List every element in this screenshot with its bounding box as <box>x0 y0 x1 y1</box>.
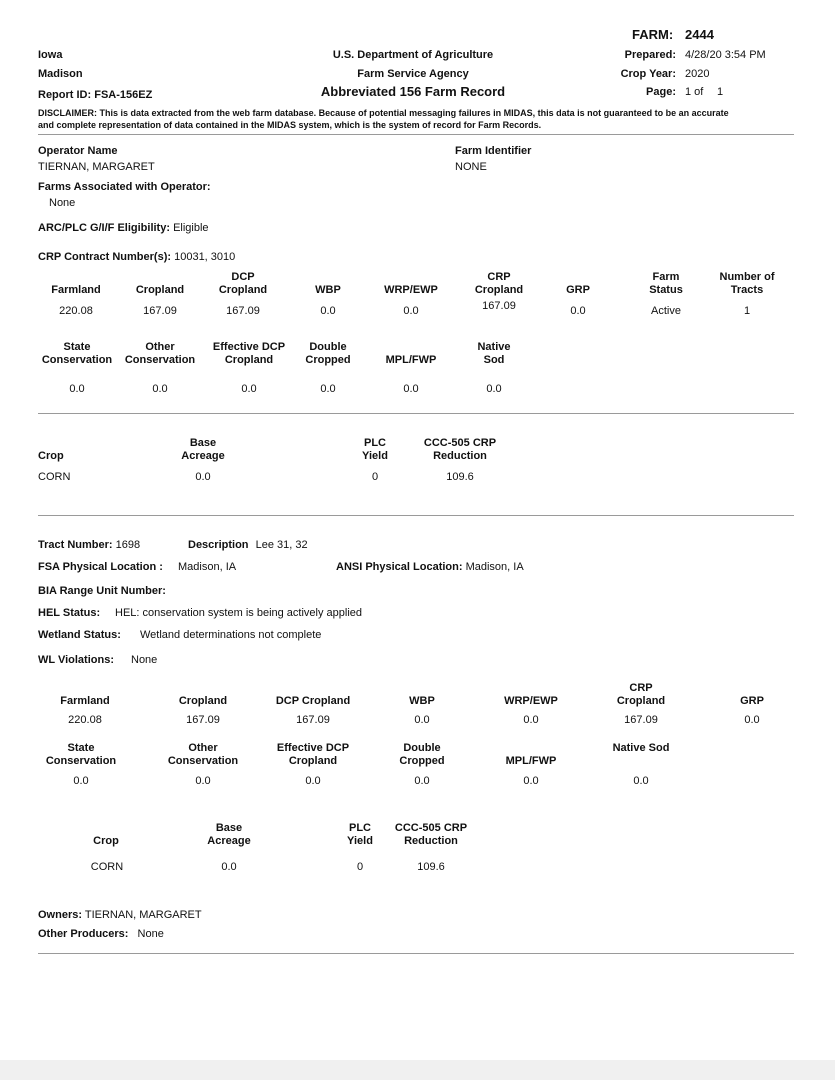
farms-associated: None <box>49 197 76 209</box>
table-cell: 1 <box>743 305 751 317</box>
divider <box>38 953 794 954</box>
table-cell: 0.0 <box>241 383 257 395</box>
table-cell: 109.6 <box>446 471 474 483</box>
column-header: Farm Status <box>649 271 683 296</box>
column-header: PLC Yield <box>362 437 388 462</box>
table-cell: CORN <box>90 861 124 873</box>
divider <box>38 413 794 414</box>
table-cell: 0.0 <box>523 775 539 787</box>
arc-plc-label: ARC/PLC G/I/F Eligibility: <box>38 222 170 234</box>
table-cell: 0.0 <box>195 775 211 787</box>
crp-contract-label: CRP Contract Number(s): <box>38 251 172 263</box>
column-header: Base Acreage <box>207 822 251 847</box>
table-cell: 0.0 <box>486 383 502 395</box>
column-header: CRP Cropland <box>474 271 524 296</box>
tract-number-value: 1698 <box>115 539 141 551</box>
column-header: DCP Cropland <box>275 695 351 707</box>
disclaimer-line-1: This is data extracted from the web farm database. Because of potential messaging failures in MIDAS, this data is not guaranteed to be an accurate <box>99 108 729 118</box>
crop-year-label: Crop Year: <box>620 68 676 80</box>
crp-contract-value: 10031, 3010 <box>174 251 236 263</box>
table-cell: 0.0 <box>403 383 419 395</box>
wl-violations-label: WL Violations: <box>38 654 114 666</box>
operator-name-label: Operator Name <box>38 145 118 157</box>
table-cell: 167.09 <box>296 714 330 726</box>
table-cell: 0.0 <box>305 775 321 787</box>
table-cell: 0.0 <box>69 383 85 395</box>
bia-range-unit-label: BIA Range Unit Number: <box>38 585 166 597</box>
column-header: Cropland <box>178 695 228 707</box>
column-header: Other Conservation <box>167 742 239 767</box>
column-header: State Conservation <box>45 742 117 767</box>
farm-number: 2444 <box>685 27 714 42</box>
table-cell: 0.0 <box>633 775 649 787</box>
farm-label: FARM: <box>632 27 674 42</box>
table-cell: CORN <box>38 471 71 483</box>
column-header: Base Acreage <box>181 437 225 462</box>
column-header: Crop <box>93 835 119 847</box>
column-header: Native Sod <box>477 341 511 366</box>
column-header: Effective DCP Cropland <box>276 742 350 767</box>
farm-identifier: NONE <box>455 161 487 173</box>
farm-identifier-label: Farm Identifier <box>455 145 532 157</box>
table-cell: 167.09 <box>482 300 516 312</box>
column-header: CCC-505 CRP Reduction <box>423 437 497 462</box>
crop-year-value: 2020 <box>685 68 710 80</box>
table-cell: 167.09 <box>143 305 177 317</box>
table-cell: 0.0 <box>195 471 211 483</box>
column-header: CRP Cropland <box>616 682 666 707</box>
tract-number-label: Tract Number: <box>38 539 113 551</box>
column-header: WRP/EWP <box>384 284 438 296</box>
table-cell: 0.0 <box>523 714 539 726</box>
divider <box>38 515 794 516</box>
table-cell: Active <box>651 305 681 317</box>
ansi-location-value: Madison, IA <box>465 561 524 573</box>
report-id-value: FSA-156EZ <box>94 89 153 101</box>
column-header: Other Conservation <box>124 341 196 366</box>
page-total: 1 <box>717 86 724 98</box>
column-header: DCP Cropland <box>218 271 268 296</box>
column-header: Farmland <box>60 695 110 707</box>
agency-line-1: U.S. Department of Agriculture <box>332 49 494 61</box>
column-header: Cropland <box>135 284 185 296</box>
column-header: Number of Tracts <box>719 271 775 296</box>
description-value: Lee 31, 32 <box>255 539 308 551</box>
table-cell: 220.08 <box>68 714 102 726</box>
other-producers-value: None <box>137 928 164 940</box>
column-header: Native Sod <box>612 742 670 754</box>
owners <box>38 909 202 921</box>
farms-associated-label: Farms Associated with Operator: <box>38 181 211 193</box>
owners-value: TIERNAN, MARGARET <box>84 909 202 921</box>
table-cell: 0.0 <box>570 305 586 317</box>
column-header: Double Cropped <box>305 341 351 366</box>
column-header: MPL/FWP <box>505 755 557 767</box>
table-cell: 109.6 <box>417 861 445 873</box>
prepared-value: 4/28/20 3:54 PM <box>685 49 766 61</box>
other-producers <box>38 928 164 940</box>
crp-contract-numbers <box>38 251 235 263</box>
table-cell: 167.09 <box>186 714 220 726</box>
table-cell: 0.0 <box>152 383 168 395</box>
table-cell: 0.0 <box>320 383 336 395</box>
wetland-status-value: Wetland determinations not complete <box>140 629 322 641</box>
report-id <box>38 89 152 101</box>
state-name: Iowa <box>38 49 63 61</box>
owners-label: Owners: <box>38 909 83 921</box>
table-cell: 0.0 <box>320 305 336 317</box>
column-header: CCC-505 CRP Reduction <box>394 822 468 847</box>
operator-name: TIERNAN, MARGARET <box>38 161 155 173</box>
column-header: Crop <box>38 450 64 462</box>
hel-status-label: HEL Status: <box>38 607 101 619</box>
column-header: Effective DCP Cropland <box>212 341 286 366</box>
report-id-label: Report ID: <box>38 89 92 101</box>
prepared-label: Prepared: <box>624 49 676 61</box>
column-header: MPL/FWP <box>385 354 437 366</box>
page-label: Page: <box>646 86 676 98</box>
ansi-location <box>336 561 524 573</box>
table-cell: 0.0 <box>403 305 419 317</box>
arc-plc-eligibility <box>38 222 209 234</box>
column-header: Double Cropped <box>399 742 445 767</box>
table-cell: 0.0 <box>221 861 237 873</box>
table-cell: 167.09 <box>624 714 658 726</box>
table-cell: 0 <box>356 861 364 873</box>
column-header: GRP <box>740 695 764 707</box>
disclaimer <box>38 107 729 131</box>
county-name: Madison <box>38 68 83 80</box>
ansi-location-label: ANSI Physical Location: <box>336 561 463 573</box>
column-header: State Conservation <box>41 341 113 366</box>
table-cell: 0 <box>371 471 379 483</box>
column-header: WBP <box>315 284 341 296</box>
column-header: GRP <box>566 284 590 296</box>
divider <box>38 134 794 135</box>
description-label: Description <box>188 539 249 551</box>
wetland-status-label: Wetland Status: <box>38 629 121 641</box>
table-cell: 0.0 <box>73 775 89 787</box>
table-cell: 0.0 <box>414 775 430 787</box>
column-header: WBP <box>409 695 435 707</box>
tract-description <box>188 539 308 551</box>
table-cell: 167.09 <box>226 305 260 317</box>
page-value: 1 of <box>685 86 704 98</box>
tract-number <box>38 539 140 551</box>
column-header: WRP/EWP <box>504 695 558 707</box>
table-cell: 0.0 <box>744 714 760 726</box>
other-producers-label: Other Producers: <box>38 928 129 940</box>
column-header: PLC Yield <box>347 822 373 847</box>
document-title: Abbreviated 156 Farm Record <box>320 84 506 99</box>
fsa-location-value: Madison, IA <box>178 561 237 573</box>
arc-plc-value: Eligible <box>173 222 209 234</box>
fsa-location-label: FSA Physical Location : <box>38 561 163 573</box>
disclaimer-label: DISCLAIMER: <box>38 108 97 118</box>
wl-violations-value: None <box>131 654 158 666</box>
hel-status-value: HEL: conservation system is being actively applied <box>115 607 363 619</box>
page-bottom-band <box>0 1060 835 1080</box>
agency-line-2: Farm Service Agency <box>357 68 469 80</box>
column-header: Farmland <box>51 284 101 296</box>
table-cell: 220.08 <box>59 305 93 317</box>
disclaimer-line-2: and complete representation of data contained in the MIDAS system, which is the system of record for Farm Records. <box>38 120 542 130</box>
table-cell: 0.0 <box>414 714 430 726</box>
